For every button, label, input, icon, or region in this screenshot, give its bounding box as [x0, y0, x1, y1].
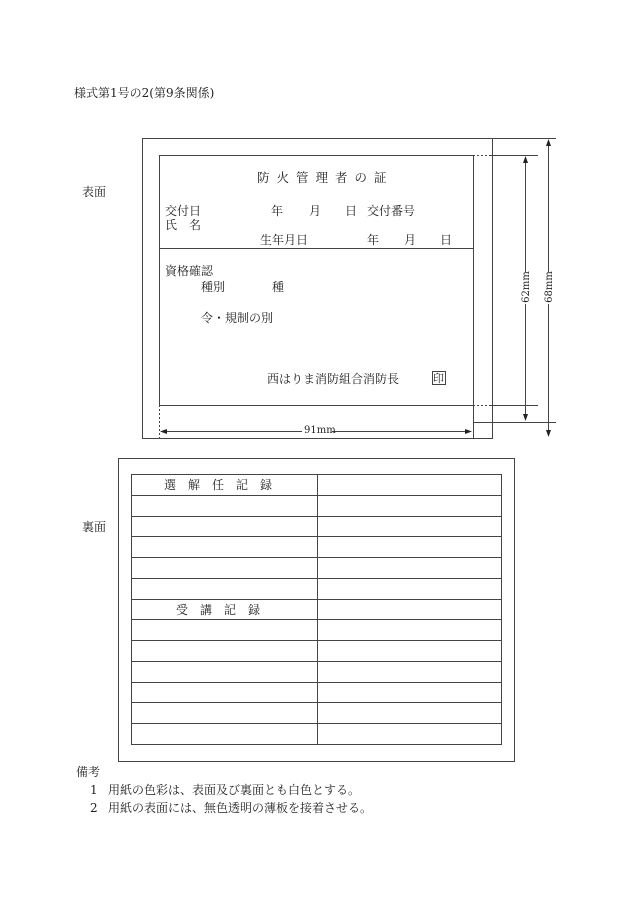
width-dimension: 91mm: [304, 425, 336, 436]
record-section-header: 選解任記録: [163, 478, 284, 492]
inner-height-dimension: 62mm: [520, 271, 532, 303]
note-2-number: 2: [90, 801, 98, 815]
record-section-header: 受講記録: [175, 602, 272, 617]
type-suffix: 種: [272, 280, 285, 294]
note-1-number: 1: [90, 783, 98, 797]
issue-day: 日: [345, 204, 358, 218]
birth-year: 年: [367, 233, 380, 247]
outer-height-dimension: 68mm: [543, 271, 555, 303]
order-regulation-label: 令・規制の別: [201, 311, 274, 325]
notes-heading: 備考: [76, 765, 101, 779]
issue-month: 月: [309, 204, 322, 218]
birth-month: 月: [404, 233, 417, 247]
birthdate-label: 生年月日: [260, 233, 309, 247]
seal-mark: 印: [433, 372, 444, 385]
issuer-name: 西はりま消防組合消防長: [267, 372, 400, 386]
birth-day: 日: [440, 233, 453, 247]
type-label: 種別: [201, 280, 226, 294]
name-label: 氏 名: [165, 218, 202, 232]
back-side-label: 裏面: [82, 520, 107, 534]
front-side-label: 表面: [82, 185, 107, 199]
card-title: 防火管理者の証: [257, 170, 394, 185]
note-2-text: 用紙の表面には、無色透明の薄板を接着させる。: [108, 801, 373, 815]
form-title: 様式第1号の2(第9条関係): [74, 86, 215, 100]
issue-date-label: 交付日: [165, 204, 202, 218]
issue-number-label: 交付番号: [367, 204, 416, 218]
qualification-label: 資格確認: [165, 264, 214, 278]
note-1-text: 用紙の色彩は、表面及び裏面とも白色とする。: [108, 783, 361, 797]
issue-year: 年: [271, 204, 284, 218]
